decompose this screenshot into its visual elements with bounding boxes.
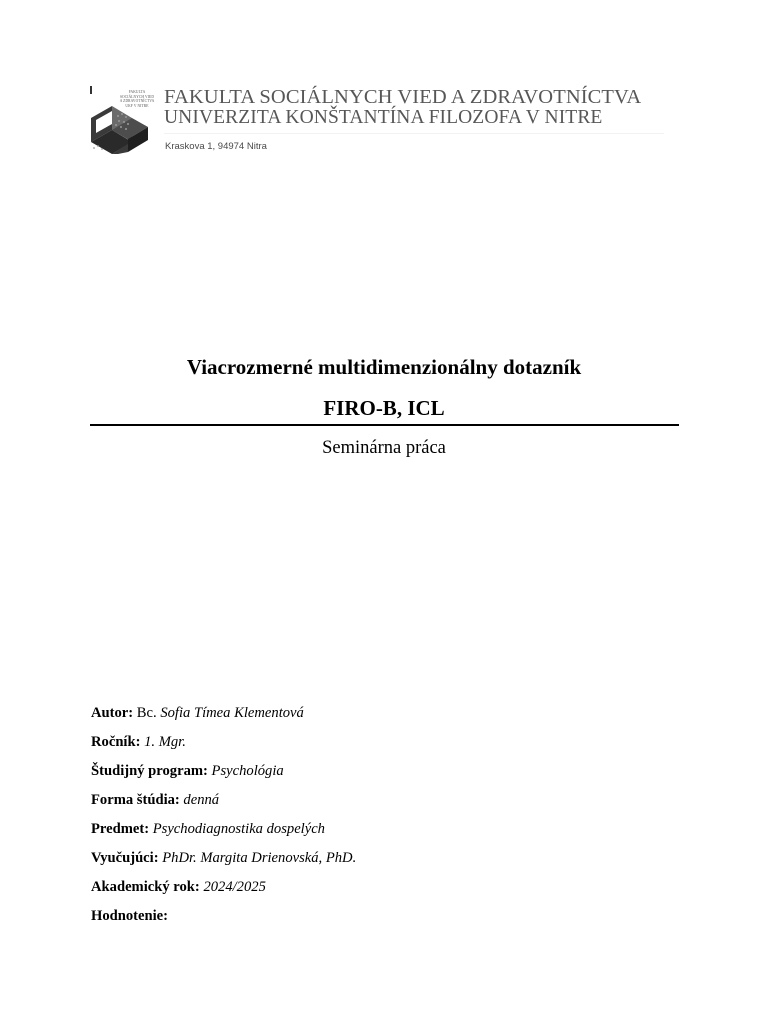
info-evaluation — [91, 907, 168, 925]
document-subtitle: FIRO-B, ICL — [323, 396, 445, 420]
university-name: UNIVERZITA KONŠTANTÍNA FILOZOFA V NITRE — [164, 107, 603, 128]
info-author — [91, 704, 304, 722]
info-program — [91, 762, 284, 780]
info-author-prefix: Bc. — [133, 705, 161, 721]
faculty-address: Kraskova 1, 94974 Nitra — [165, 141, 267, 152]
logo-caption-line: SOCIÁLNYCH VIED — [119, 94, 155, 99]
info-academic-year — [91, 878, 266, 896]
info-label: Ročník: — [91, 734, 141, 750]
info-label: Vyučujúci: — [91, 850, 159, 866]
info-label: Forma štúdia: — [91, 792, 180, 808]
letterhead — [88, 84, 688, 164]
info-value: PhDr. Margita Drienovská, PhD. — [158, 850, 357, 866]
info-value: 1. Mgr. — [140, 734, 186, 750]
info-label: Akademický rok: — [91, 879, 200, 895]
info-value: Sofia Tímea Klementová — [160, 705, 304, 721]
info-value: 2024/2025 — [199, 879, 266, 895]
info-subject — [91, 820, 325, 838]
letterhead-divider — [164, 133, 664, 134]
info-label: Autor: — [91, 705, 134, 721]
info-value: Psychodiagnostika dospelých — [149, 821, 325, 837]
logo-caption-line: UKF V NITRE — [125, 103, 149, 108]
info-value: Psychológia — [207, 763, 284, 779]
info-lecturer — [91, 849, 356, 867]
info-year — [91, 733, 186, 751]
faculty-logo — [88, 84, 156, 154]
logo-caption-line: A ZDRAVOTNÍCTVA — [119, 99, 155, 104]
info-label: Predmet: — [91, 821, 150, 837]
logo-caption — [116, 90, 158, 108]
document-type: Seminárna práca — [322, 438, 446, 458]
info-label: Hodnotenie: — [91, 908, 169, 924]
info-study-form — [91, 791, 219, 809]
faculty-name: FAKULTA SOCIÁLNYCH VIED A ZDRAVOTNÍCTVA — [164, 86, 642, 108]
document-title: Viacrozmerné multidimenzionálny dotazník — [186, 355, 582, 379]
info-label: Študijný program: — [91, 763, 208, 779]
title-divider — [90, 424, 679, 426]
logo-caption-line: FAKULTA — [128, 90, 146, 94]
info-value: denná — [179, 792, 220, 808]
